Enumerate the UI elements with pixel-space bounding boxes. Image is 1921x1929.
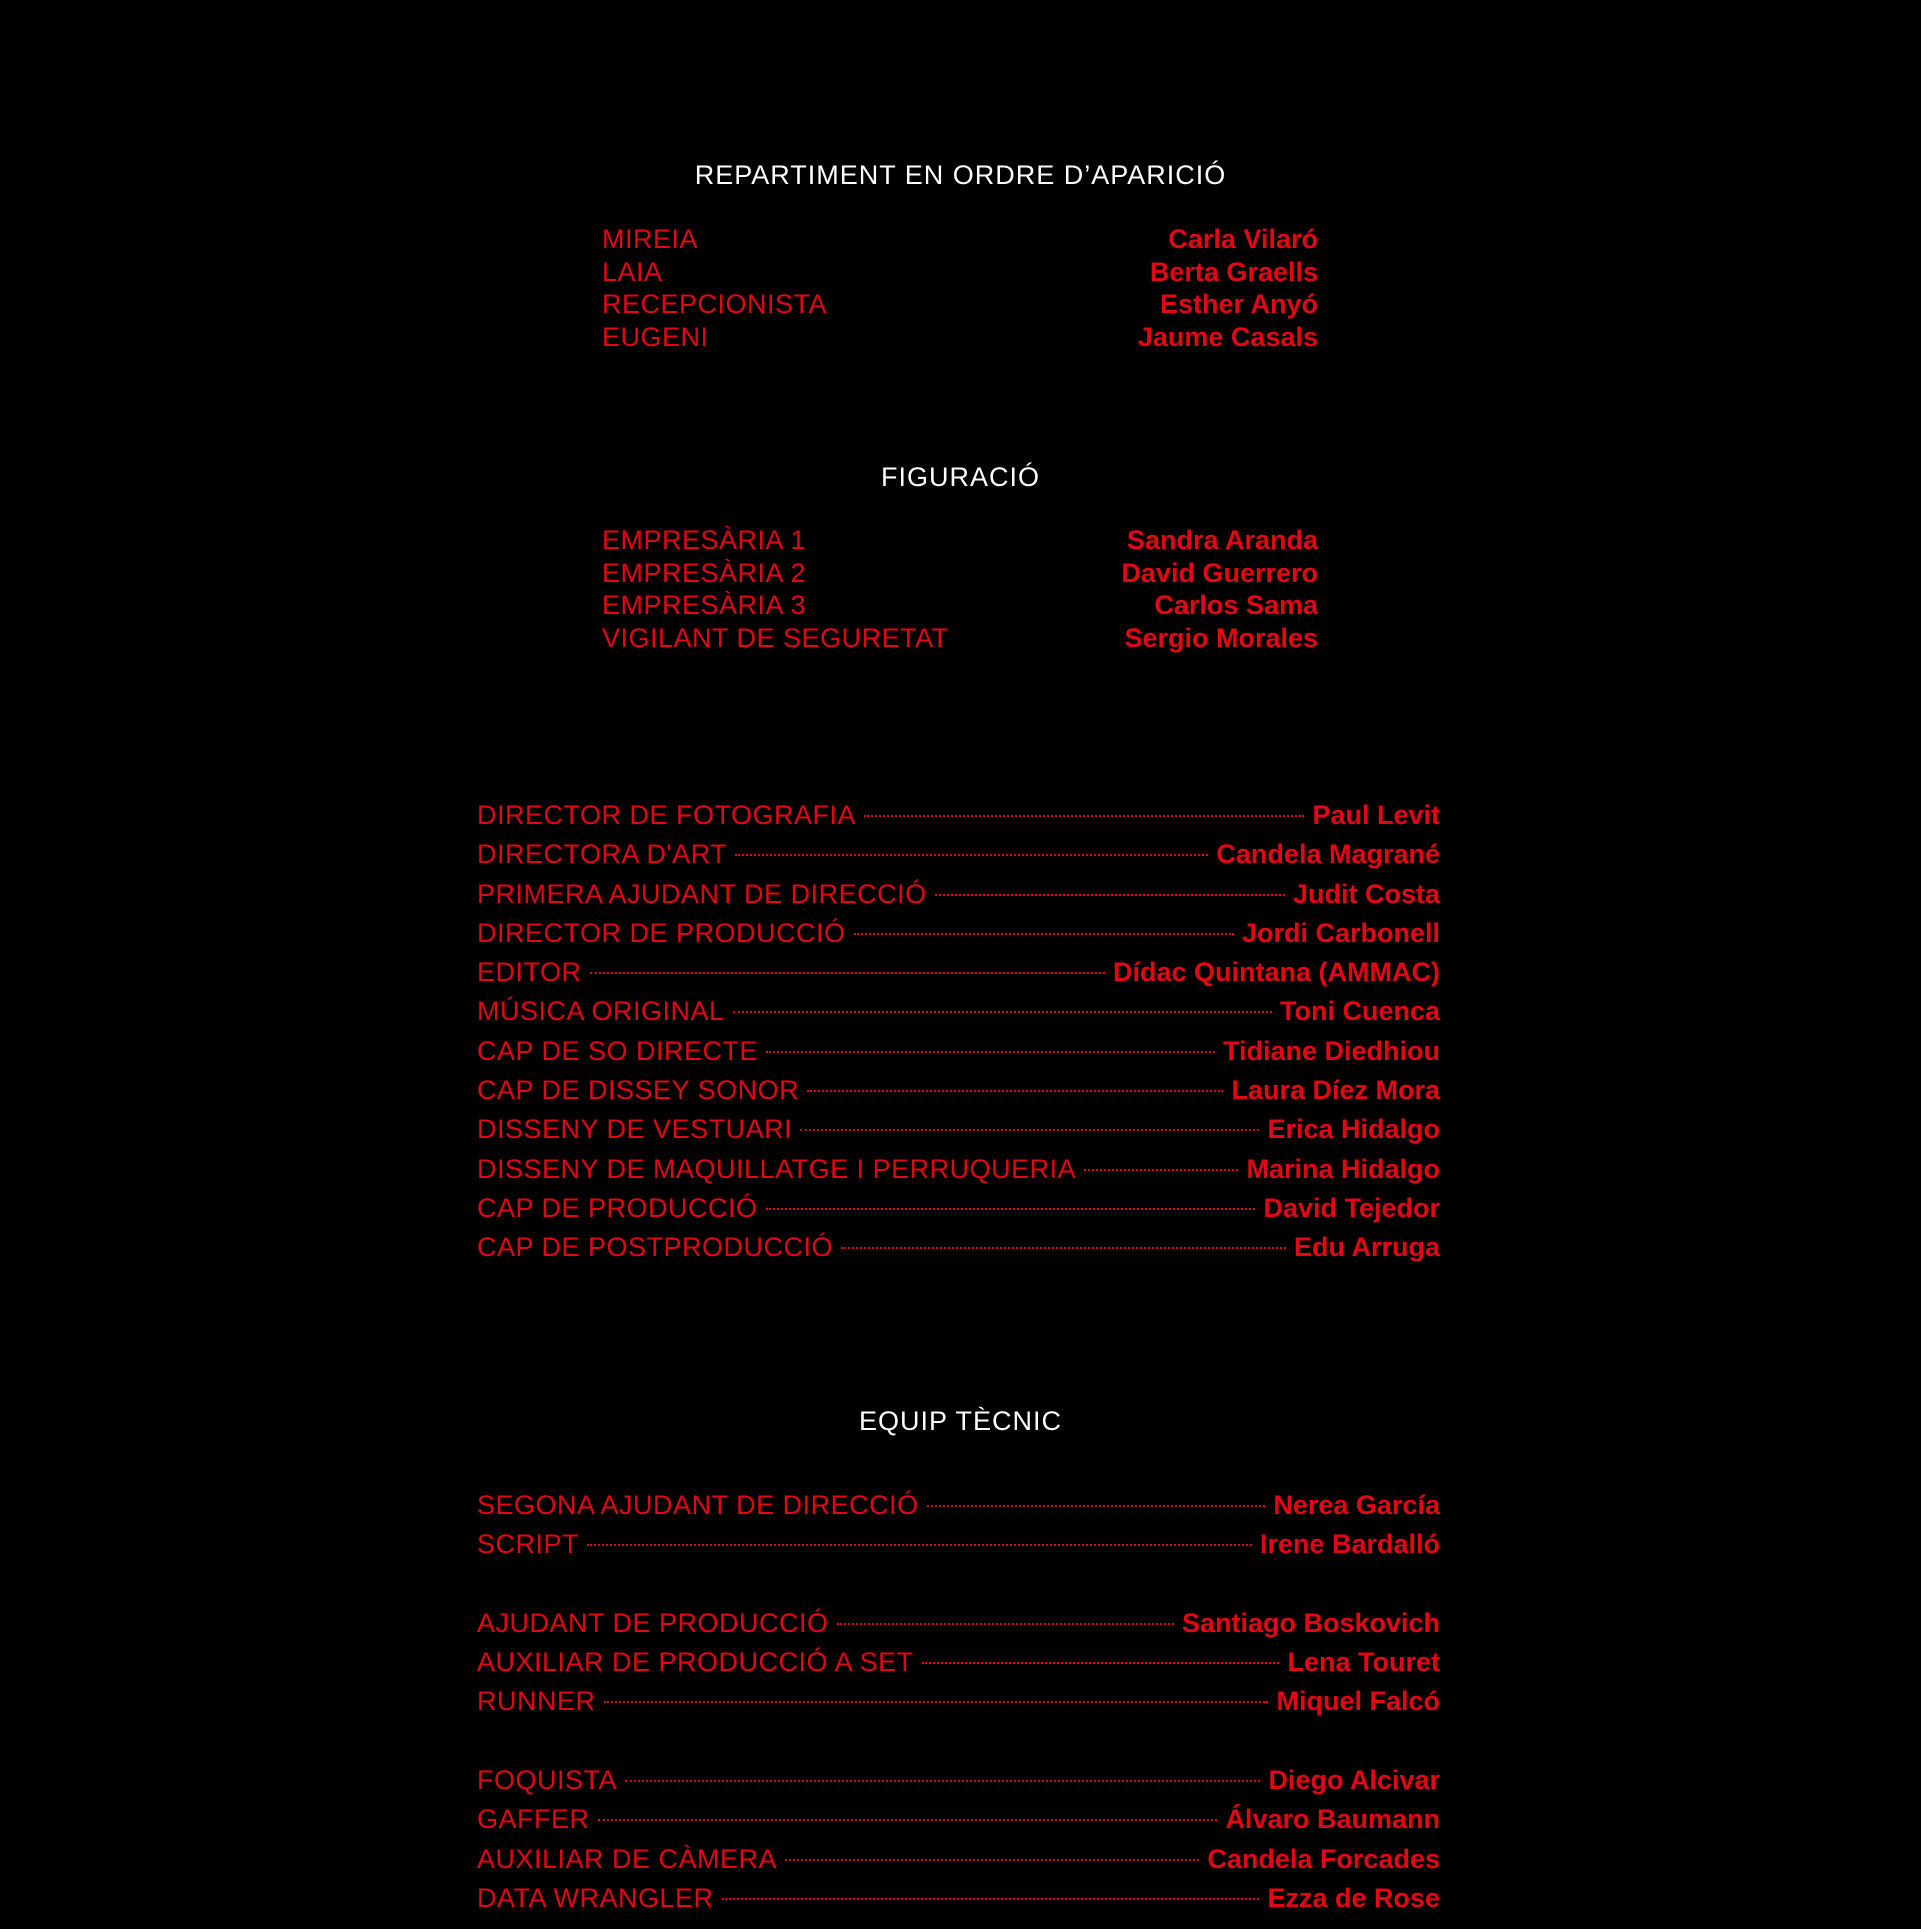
cast-name: Berta Graells xyxy=(1149,256,1318,287)
credit-name: Tidiane Diedhiou xyxy=(1222,1035,1440,1066)
dot-leader xyxy=(625,1780,1260,1782)
credit-row xyxy=(477,1879,1440,1918)
credit-name: Candela Magrané xyxy=(1216,839,1440,870)
cast-row xyxy=(602,223,1318,256)
cast-role: MIREIA xyxy=(602,224,699,254)
credit-role: CAP DE SO DIRECTE xyxy=(477,1035,759,1066)
credit-row xyxy=(477,1486,1440,1525)
credit-role: CAP DE DISSEY SONOR xyxy=(477,1075,800,1106)
group-spacer xyxy=(477,1722,1440,1761)
credit-name: Álvaro Baumann xyxy=(1225,1804,1440,1835)
dot-leader xyxy=(604,1701,1269,1703)
extras-name: Carlos Sama xyxy=(1154,590,1318,620)
dot-leader xyxy=(927,1505,1266,1507)
extras-role: EMPRESÀRIA 3 xyxy=(602,590,807,620)
credit-role: CAP DE PRODUCCIÓ xyxy=(477,1192,758,1223)
cast-name: Carla Vilaró xyxy=(1168,224,1318,254)
credit-role: RUNNER xyxy=(477,1686,596,1717)
cast-row xyxy=(602,256,1318,289)
cast-name: Jaume Casals xyxy=(1137,321,1318,352)
extras-list xyxy=(602,524,1318,654)
extras-name: Sergio Morales xyxy=(1124,622,1318,653)
dot-leader xyxy=(598,1819,1218,1821)
credit-row xyxy=(477,1800,1440,1839)
credit-role: CAP DE POSTPRODUCCIÓ xyxy=(477,1232,834,1263)
credit-name: Edu Arruga xyxy=(1293,1232,1440,1263)
credit-row xyxy=(477,1228,1440,1267)
extras-role: EMPRESÀRIA 1 xyxy=(602,525,807,555)
dot-leader xyxy=(735,854,1208,856)
extras-role: VIGILANT DE SEGURETAT xyxy=(602,622,949,653)
cast-role: RECEPCIONISTA xyxy=(602,289,828,319)
credit-row xyxy=(477,1604,1440,1643)
credit-name: Ezza de Rose xyxy=(1267,1882,1440,1913)
credit-name: David Tejedor xyxy=(1263,1192,1440,1223)
credit-row xyxy=(477,1071,1440,1110)
credit-row xyxy=(477,875,1440,914)
credit-name: Marina Hidalgo xyxy=(1246,1153,1440,1184)
credit-row xyxy=(477,1761,1440,1800)
heads-list xyxy=(477,796,1440,1268)
cast-list xyxy=(602,223,1318,353)
credit-role: DIRECTOR DE PRODUCCIÓ xyxy=(477,917,846,948)
dot-leader xyxy=(587,1544,1252,1546)
credit-name: Erica Hidalgo xyxy=(1267,1114,1440,1145)
dot-leader xyxy=(864,815,1304,817)
dot-leader xyxy=(854,933,1234,935)
credit-name: Lena Touret xyxy=(1287,1647,1440,1678)
credit-name: Judit Costa xyxy=(1292,878,1440,909)
cast-role: LAIA xyxy=(602,256,663,287)
credit-row xyxy=(477,1525,1440,1564)
extras-name: David Guerrero xyxy=(1121,557,1318,588)
credit-row xyxy=(477,1032,1440,1071)
credit-role: AUXILIAR DE PRODUCCIÓ A SET xyxy=(477,1647,914,1678)
extras-row xyxy=(602,622,1318,655)
credit-role: DIRECTOR DE FOTOGRAFIA xyxy=(477,800,857,830)
credit-role: GAFFER xyxy=(477,1804,590,1835)
extras-section-title: FIGURACIÓ xyxy=(880,462,1040,492)
credit-role: PRIMERA AJUDANT DE DIRECCIÓ xyxy=(477,878,927,909)
cast-row xyxy=(602,321,1318,354)
credit-name: Santiago Boskovich xyxy=(1181,1607,1440,1638)
credit-role: AUXILIAR DE CÀMERA xyxy=(477,1843,778,1874)
credit-role: DISSENY DE MAQUILLATGE I PERRUQUERIA xyxy=(477,1153,1077,1184)
extras-name: Sandra Aranda xyxy=(1126,525,1318,555)
credit-row xyxy=(477,1682,1440,1721)
credit-name: Miquel Falcó xyxy=(1276,1686,1440,1717)
credit-role: DATA WRANGLER xyxy=(477,1882,714,1913)
dot-leader xyxy=(807,1090,1223,1092)
credit-role: MÚSICA ORIGINAL xyxy=(477,996,725,1027)
credit-role: FOQUISTA xyxy=(477,1765,618,1796)
credit-name: Paul Levit xyxy=(1312,800,1440,830)
credit-name: Jordi Carbonell xyxy=(1241,917,1440,948)
cast-role: EUGENI xyxy=(602,321,709,352)
dot-leader xyxy=(935,894,1285,896)
credit-row xyxy=(477,1110,1440,1149)
credit-row xyxy=(477,1150,1440,1189)
credit-name: Laura Díez Mora xyxy=(1231,1075,1440,1106)
dot-leader xyxy=(733,1011,1272,1013)
cast-section-title: REPARTIMENT EN ORDRE D’APARICIÓ xyxy=(694,160,1227,190)
credit-row xyxy=(477,992,1440,1031)
dot-leader xyxy=(837,1623,1174,1625)
credit-role: SEGONA AJUDANT DE DIRECCIÓ xyxy=(477,1490,919,1520)
dot-leader xyxy=(922,1662,1280,1664)
dot-leader xyxy=(766,1051,1215,1053)
credit-name: Candela Forcades xyxy=(1207,1843,1440,1874)
extras-role: EMPRESÀRIA 2 xyxy=(602,557,807,588)
credit-row xyxy=(477,914,1440,953)
credit-row xyxy=(477,953,1440,992)
dot-leader xyxy=(766,1208,1256,1210)
credit-row xyxy=(477,835,1440,874)
group-spacer xyxy=(477,1565,1440,1604)
credit-name: Irene Bardalló xyxy=(1259,1529,1440,1560)
credit-name: Toni Cuenca xyxy=(1279,996,1440,1027)
credit-row xyxy=(477,1840,1440,1879)
credit-role: SCRIPT xyxy=(477,1529,580,1560)
cast-name: Esther Anyó xyxy=(1159,289,1318,319)
extras-row xyxy=(602,557,1318,590)
credit-name: Nerea García xyxy=(1273,1490,1440,1520)
credit-role: EDITOR xyxy=(477,957,582,988)
credit-name: Dídac Quintana (AMMAC) xyxy=(1113,957,1440,988)
extras-row xyxy=(602,524,1318,557)
dot-leader xyxy=(590,972,1105,974)
credit-role: DISSENY DE VESTUARI xyxy=(477,1114,793,1145)
credit-row xyxy=(477,1189,1440,1228)
credit-row xyxy=(477,796,1440,835)
credit-name: Diego Alcivar xyxy=(1268,1765,1440,1796)
dot-leader xyxy=(722,1898,1260,1900)
dot-leader xyxy=(841,1247,1286,1249)
credit-role: DIRECTORA D'ART xyxy=(477,839,728,870)
crew-section-title: EQUIP TÈCNIC xyxy=(858,1406,1063,1436)
crew-list xyxy=(477,1486,1440,1918)
cast-row xyxy=(602,288,1318,321)
credit-role: AJUDANT DE PRODUCCIÓ xyxy=(477,1607,829,1638)
dot-leader xyxy=(785,1859,1199,1861)
dot-leader xyxy=(1084,1169,1238,1171)
extras-row xyxy=(602,589,1318,622)
credit-row xyxy=(477,1643,1440,1682)
dot-leader xyxy=(800,1129,1259,1131)
